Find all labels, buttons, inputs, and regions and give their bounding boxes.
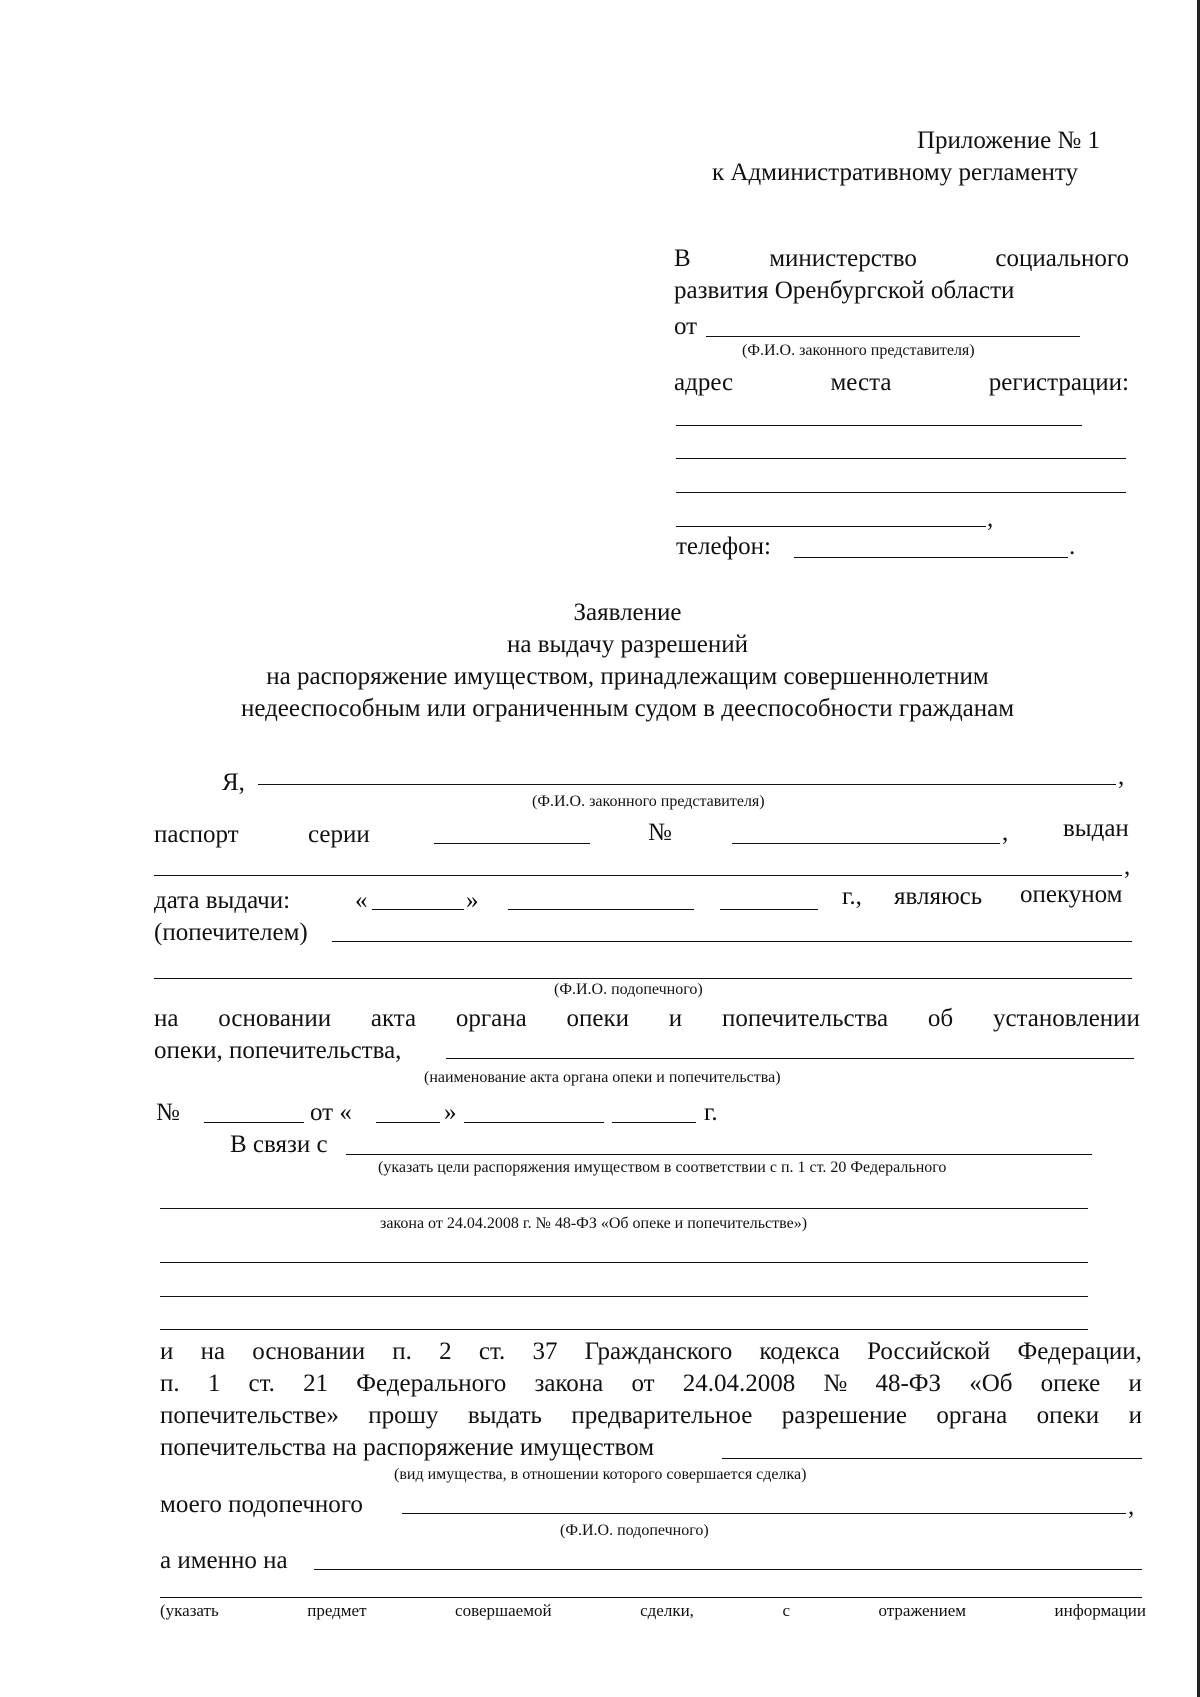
applicant-name-field[interactable]	[258, 784, 1116, 785]
word: опеки	[566, 1005, 629, 1032]
word: кодекса	[759, 1338, 840, 1365]
comma: ,	[1124, 853, 1131, 880]
word: на	[200, 1338, 226, 1365]
title-line-1: Заявление	[573, 599, 682, 626]
addressee-line-2: развития Оренбургской области	[674, 277, 1015, 304]
reason-field-4[interactable]	[160, 1296, 1088, 1297]
word: №	[823, 1370, 848, 1397]
word: ст.	[248, 1370, 275, 1397]
word: Гражданского	[584, 1338, 733, 1365]
word: 24.04.2008	[682, 1370, 796, 1397]
word: Федерации,	[1017, 1338, 1142, 1365]
phone-period: .	[1069, 533, 1076, 560]
year-suffix: г.,	[842, 883, 862, 910]
word: акта	[370, 1005, 417, 1032]
word: предварительное	[571, 1402, 753, 1429]
word: основании	[218, 1005, 332, 1032]
act-year-field[interactable]	[612, 1122, 696, 1123]
reason-label: В связи с	[230, 1131, 328, 1158]
phone-field[interactable]	[794, 557, 1068, 558]
deal-subject-field-2[interactable]	[160, 1597, 1142, 1598]
word: основании	[252, 1338, 366, 1365]
word: прошу	[368, 1402, 439, 1429]
ward-name-field-2[interactable]	[154, 978, 1132, 979]
word: от	[631, 1370, 655, 1397]
act-number-field[interactable]	[204, 1122, 304, 1123]
word: и	[1128, 1402, 1142, 1429]
word: с	[782, 1601, 790, 1620]
word: опеки	[1036, 1402, 1100, 1429]
passport-series-field[interactable]	[434, 843, 590, 844]
from-name-caption: (Ф.И.О. законного представителя)	[742, 342, 975, 359]
word: адрес	[674, 369, 734, 396]
act-number-sign: №	[156, 1099, 180, 1126]
applicant-name-caption: (Ф.И.О. законного представителя)	[532, 793, 765, 810]
quote-open: «	[355, 887, 368, 914]
reason-field-5[interactable]	[160, 1329, 1088, 1330]
word: Федерального	[356, 1370, 507, 1397]
ward-field-caption: (Ф.И.О. подопечного)	[560, 1522, 709, 1539]
word: п.	[160, 1370, 180, 1397]
phone-label: телефон:	[676, 533, 771, 560]
legal-line-1	[160, 1337, 1142, 1367]
series-label: серии	[308, 821, 370, 848]
act-day-field[interactable]	[376, 1122, 440, 1123]
word: п.	[392, 1338, 412, 1365]
word: ст.	[478, 1338, 506, 1365]
trustee-label: (попечителем)	[154, 919, 308, 946]
legal-line-4: попечительства на распоряжение имуществом	[160, 1434, 655, 1461]
purpose-caption-2: закона от 24.04.2008 г. № 48-ФЗ «Об опеке и попечительстве»)	[380, 1215, 808, 1232]
word: попечительства	[721, 1005, 889, 1032]
word: «Об	[969, 1370, 1013, 1397]
ward-name-field-1[interactable]	[332, 941, 1132, 942]
basis-line	[154, 1004, 1140, 1034]
legal-line-3	[160, 1401, 1142, 1431]
reason-field-2[interactable]	[160, 1208, 1088, 1209]
addressee-line-1	[674, 244, 1129, 274]
word: В	[674, 245, 691, 272]
issue-month-field[interactable]	[508, 909, 694, 910]
word: установлении	[992, 1005, 1140, 1032]
property-type-field[interactable]	[722, 1458, 1142, 1459]
act-name-caption: (наименование акта органа опеки и попечительства)	[424, 1069, 781, 1086]
word: органа	[455, 1005, 527, 1032]
word: социального	[995, 245, 1129, 272]
word: попечительстве»	[160, 1402, 339, 1429]
deal-subject-field-1[interactable]	[314, 1569, 1142, 1570]
issued-label: выдан	[1063, 815, 1129, 842]
address-comma: ,	[987, 505, 994, 532]
guardianship-label: опеки, попечительства,	[154, 1037, 402, 1064]
word: 2	[439, 1338, 452, 1365]
act-name-field[interactable]	[446, 1058, 1134, 1059]
reason-field-1[interactable]	[346, 1154, 1092, 1155]
word: отражением	[878, 1601, 967, 1620]
word: опеке	[1040, 1370, 1101, 1397]
i-label: Я,	[222, 769, 245, 796]
address-field-2[interactable]	[676, 458, 1126, 459]
appendix-number: Приложение № 1	[917, 127, 1101, 154]
ward-field[interactable]	[402, 1513, 1126, 1514]
act-year-suffix: г.	[704, 1099, 718, 1126]
quote-close: »	[444, 1099, 457, 1126]
word: (указать	[160, 1601, 219, 1620]
word: разрешение	[781, 1402, 908, 1429]
address-field-4[interactable]	[676, 526, 986, 527]
passport-number-sign: №	[648, 819, 672, 846]
issue-day-field[interactable]	[372, 909, 464, 910]
comma: ,	[1118, 763, 1125, 790]
guardian-word-2: опекуном	[1020, 881, 1123, 908]
word: министерство	[769, 245, 917, 272]
issued-by-field[interactable]	[154, 875, 1122, 876]
word: сделки,	[640, 1601, 694, 1620]
word: регистрации:	[988, 369, 1129, 396]
title-line-4: недееспособным или ограниченным судом в дееспособности гражданам	[240, 695, 1015, 722]
word: информации	[1054, 1601, 1146, 1620]
word: и	[668, 1005, 683, 1032]
from-label: от	[674, 313, 698, 340]
comma: ,	[1128, 1493, 1135, 1520]
legal-line-2	[160, 1369, 1142, 1399]
word: 21	[303, 1370, 329, 1397]
word: 1	[207, 1370, 221, 1397]
word: и	[160, 1338, 174, 1365]
address-field-3[interactable]	[676, 492, 1126, 493]
word: 37	[532, 1338, 558, 1365]
word: и	[1128, 1370, 1142, 1397]
purpose-caption-1: (указать цели распоряжения имуществом в соответствии с п. 1 ст. 20 Федерального	[378, 1159, 947, 1176]
title-line-3: на распоряжение имуществом, принадлежащим совершеннолетним	[266, 663, 989, 690]
quote-close: »	[466, 887, 479, 914]
comma: ,	[1002, 819, 1009, 846]
from-name-field[interactable]	[706, 336, 1080, 337]
ward-name-caption: (Ф.И.О. подопечного)	[554, 981, 703, 998]
guardian-word-1: являюсь	[894, 883, 983, 910]
act-from-label: от «	[310, 1099, 352, 1126]
word: места	[830, 369, 892, 396]
namely-label: а именно на	[160, 1547, 288, 1574]
regulation-reference: к Административному регламенту	[712, 159, 1079, 186]
word: 48-ФЗ	[875, 1370, 942, 1397]
word: закона	[534, 1370, 604, 1397]
ward-label: моего подопечного	[160, 1491, 363, 1518]
address-label-line	[674, 368, 1129, 398]
word: совершаемой	[455, 1601, 552, 1620]
deal-subject-caption	[160, 1601, 1146, 1621]
reason-field-3[interactable]	[160, 1262, 1088, 1263]
word: предмет	[307, 1601, 367, 1620]
word: выдать	[467, 1402, 542, 1429]
issue-date-label: дата выдачи:	[154, 887, 291, 914]
property-type-caption: (вид имущества, в отношении которого совершается сделка)	[394, 1466, 807, 1483]
title-line-2: на выдачу разрешений	[506, 631, 748, 658]
word: на	[154, 1005, 179, 1032]
passport-number-field[interactable]	[732, 843, 1000, 844]
word: Российской	[867, 1338, 991, 1365]
act-month-field[interactable]	[464, 1122, 604, 1123]
issue-year-field[interactable]	[720, 909, 818, 910]
address-field-1[interactable]	[676, 425, 1082, 426]
passport-label: паспорт	[154, 821, 239, 848]
word: об	[927, 1005, 954, 1032]
word: органа	[936, 1402, 1008, 1429]
